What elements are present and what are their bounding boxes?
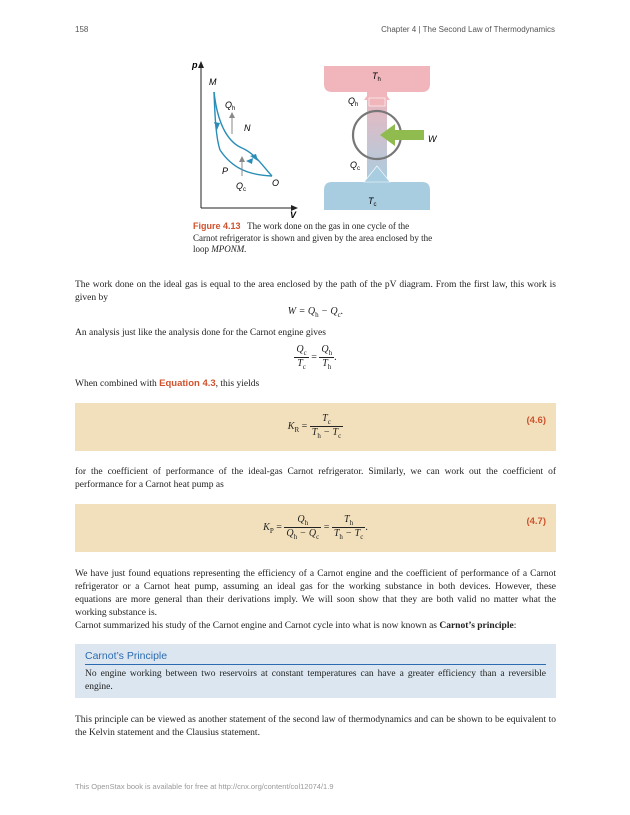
paragraph-second-law: This principle can be viewed as another statement of the second law of thermodynamics and can be shown to be equivalent to the Kelvin statement and the Clausius statement.	[75, 715, 556, 738]
figure-caption	[193, 221, 433, 256]
figure-4-13	[190, 58, 450, 220]
qh2-q: Q	[348, 96, 356, 106]
qc-flow-label	[350, 160, 360, 172]
qc2-q: Q	[350, 160, 358, 170]
fraction-kp-t: $\frac{T_h}{T_h - T_c}$	[333, 514, 364, 541]
label-n: N	[244, 123, 251, 133]
tc-sub: c	[373, 202, 377, 208]
paragraph-heat-pump: for the coefficient of performance of the ideal-gas Carnot refrigerator. Similarly, we can work out the coefficient of performance for a Carnot heat pump as	[75, 467, 556, 490]
qh-flow-stem	[369, 98, 385, 106]
qc-q: Q	[236, 181, 244, 191]
label-qh	[225, 100, 235, 112]
label-o: O	[272, 178, 280, 188]
note-body: No engine working between two reservoirs at constant temperatures can have a greater efficiency than a reversible engine.	[85, 669, 546, 692]
paragraph-general: We have just found equations representing the efficiency of a Carnot engine and the coefficient of performance of a Carnot refrigerator or a Carnot heat pump, assuming an ideal gas for the working substance in both devices. However, these equations are more general than their derivations imply. We will soon show that they are both valid no matter what the working substance is.	[75, 569, 556, 618]
chapter-title: Chapter 4 | The Second Law of Thermodynamics	[381, 25, 555, 34]
equation-4-7: $K_P$ = $\frac{Q_h}{Q_h - Q_c}$ = $\frac{T_h}{T_h - T_c}$ .	[263, 514, 368, 541]
v-axis-label: V	[290, 210, 297, 220]
th-t: T	[372, 71, 378, 81]
qh2-sub: h	[355, 102, 359, 108]
qc-arrowhead	[239, 156, 245, 162]
equation-work: $W = Q_h - Q_c$.	[287, 306, 344, 319]
qh-flow-label	[348, 96, 358, 108]
summary-bold: Carnot’s principle	[439, 621, 514, 631]
note-divider	[85, 664, 546, 665]
fraction-qh-th: $\frac{Q_h}{T_h}$	[321, 344, 333, 371]
qh-arrowhead	[229, 112, 235, 118]
caption-label: Figure 4.13	[193, 221, 241, 231]
carnot-principle-box	[75, 644, 556, 698]
p-axis-label: p	[192, 60, 198, 70]
combined-pre: When combined with	[75, 379, 157, 389]
cold-reservoir	[324, 182, 430, 210]
adiabat-left	[214, 92, 220, 150]
equation-box-4-7	[75, 504, 556, 552]
equation-box-4-6	[75, 403, 556, 451]
summary-post: :	[513, 621, 517, 631]
equation-4-6: $K_R$ = $\frac{T_c}{T_h - T_c}$	[287, 413, 342, 440]
work-label: W	[428, 134, 437, 144]
qh-sub: h	[232, 106, 236, 112]
qh-q: Q	[225, 100, 233, 110]
label-m: M	[209, 77, 217, 87]
equation-4-3-link[interactable]: Equation 4.3	[159, 378, 216, 389]
equation-number-4-7: (4.7)	[526, 516, 546, 527]
page-number: 158	[75, 25, 89, 34]
fraction-kp-q: $\frac{Q_h}{Q_h - Q_c}$	[286, 514, 320, 541]
caption-text: The work done on the gas in one cycle of the Carnot refrigerator is shown and given by the area enclosed by the loop	[193, 221, 433, 254]
equation-ratio: $\frac{Q_c}{T_c}$ = $\frac{Q_h}{T_h}$ .	[296, 344, 337, 371]
fraction-kr: $\frac{T_c}{T_h - T_c}$	[311, 413, 342, 440]
combined-post: , this yields	[215, 379, 260, 389]
cycle-arrow-2	[246, 158, 253, 164]
label-qc	[236, 181, 246, 193]
th-sub: h	[377, 77, 381, 83]
p-axis-arrow	[198, 61, 204, 68]
caption-loop: MPONM.	[211, 244, 247, 254]
qc2-sub: c	[357, 166, 361, 172]
paragraph-work: The work done on the ideal gas is equal to the area enclosed by the path of the pV diagram. From the first law, this work is given by	[75, 280, 556, 303]
qc-sub: c	[243, 187, 247, 193]
paragraph-combined	[75, 377, 556, 391]
equation-number-4-6: (4.6)	[526, 415, 546, 426]
paragraph-carnot-summary	[75, 620, 556, 633]
cycle-arrow-1	[214, 122, 220, 130]
fraction-qc-tc: $\frac{Q_c}{T_c}$	[296, 344, 307, 371]
footer-note: This OpenStax book is available for free at http://cnx.org/content/col12074/1.9	[75, 782, 334, 791]
note-title: Carnot’s Principle	[85, 650, 168, 662]
isotherm-hot	[214, 92, 272, 176]
summary-pre: Carnot summarized his study of the Carnot engine and Carnot cycle into what is now known as	[75, 621, 437, 631]
paragraph-analysis: An analysis just like the analysis done for the Carnot engine gives	[75, 328, 326, 338]
label-p: P	[222, 166, 229, 176]
tc-t: T	[368, 196, 374, 206]
